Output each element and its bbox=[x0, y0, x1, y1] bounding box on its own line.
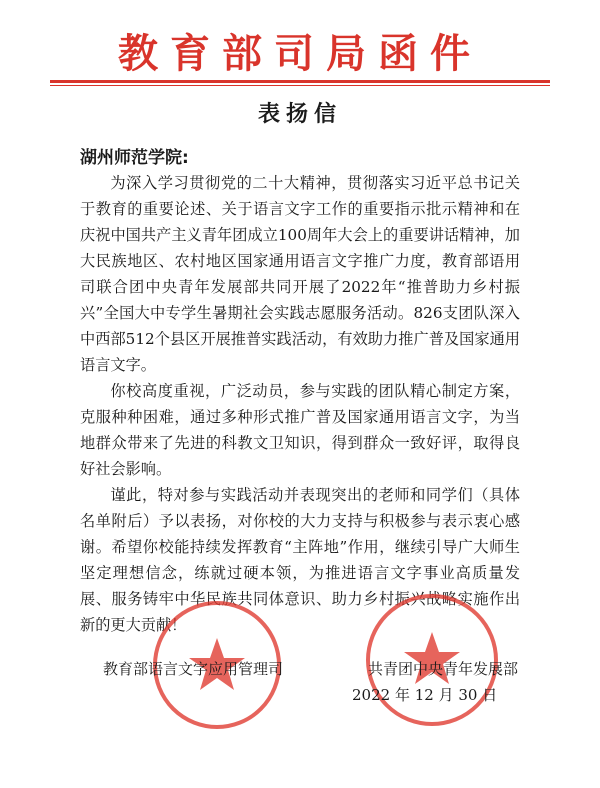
paragraph-2: 你校高度重视，广泛动员，参与实践的团队精心制定方案，克服种种困难，通过多种形式推广普及国家通用语言文字，为当地群众带来了先进的科教文卫知识，得到群众一致好评，取得良好社会影响。 bbox=[80, 382, 520, 478]
letter-body bbox=[80, 170, 520, 638]
letterhead-rule bbox=[50, 80, 550, 83]
paragraph-3: 谨此，特对参与实践活动并表现突出的老师和同学们（具体名单附后）予以表扬，对你校的大力支持与积极参与表示衷心感谢。希望你校能持续发挥教育“主阵地”作用，继续引导广大师生坚定理想信念，练就过硬本领，为推进语言文字事业高质量发展、服务铸牢中华民族共同体意识、助力乡村振兴战略实施作出新的更大贡献！ bbox=[80, 486, 520, 634]
signature-right: 共青团中央青年发展部 bbox=[368, 660, 519, 678]
paragraph-1: 为深入学习贯彻党的二十大精神，贯彻落实习近平总书记关于教育的重要论述、关于语言文字工作的重要指示批示精神和在庆祝中国共产主义青年团成立100周年大会上的重要讲话精神，加大民族地区、农村地区国家通用语言文字推广力度，教育部语用司联合团中央青年发展部共同开展了2022年“推普助力乡村振兴”全国大中专学生暑期社会实践志愿服务活动。826支团队深入中西部512个县区开展推普实践活动，有效助力推广普及国家通用语言文字。 bbox=[80, 174, 520, 374]
salutation: 湖州师范学院: bbox=[80, 148, 189, 168]
signature-left: 教育部语言文字应用管理司 bbox=[103, 660, 284, 678]
signature-date: 2022 年 12 月 30 日 bbox=[352, 686, 498, 704]
letterhead-rule-thin bbox=[50, 85, 550, 86]
letterhead: 教育部司局函件 bbox=[118, 30, 482, 77]
letter-title: 表扬信 bbox=[257, 102, 342, 127]
